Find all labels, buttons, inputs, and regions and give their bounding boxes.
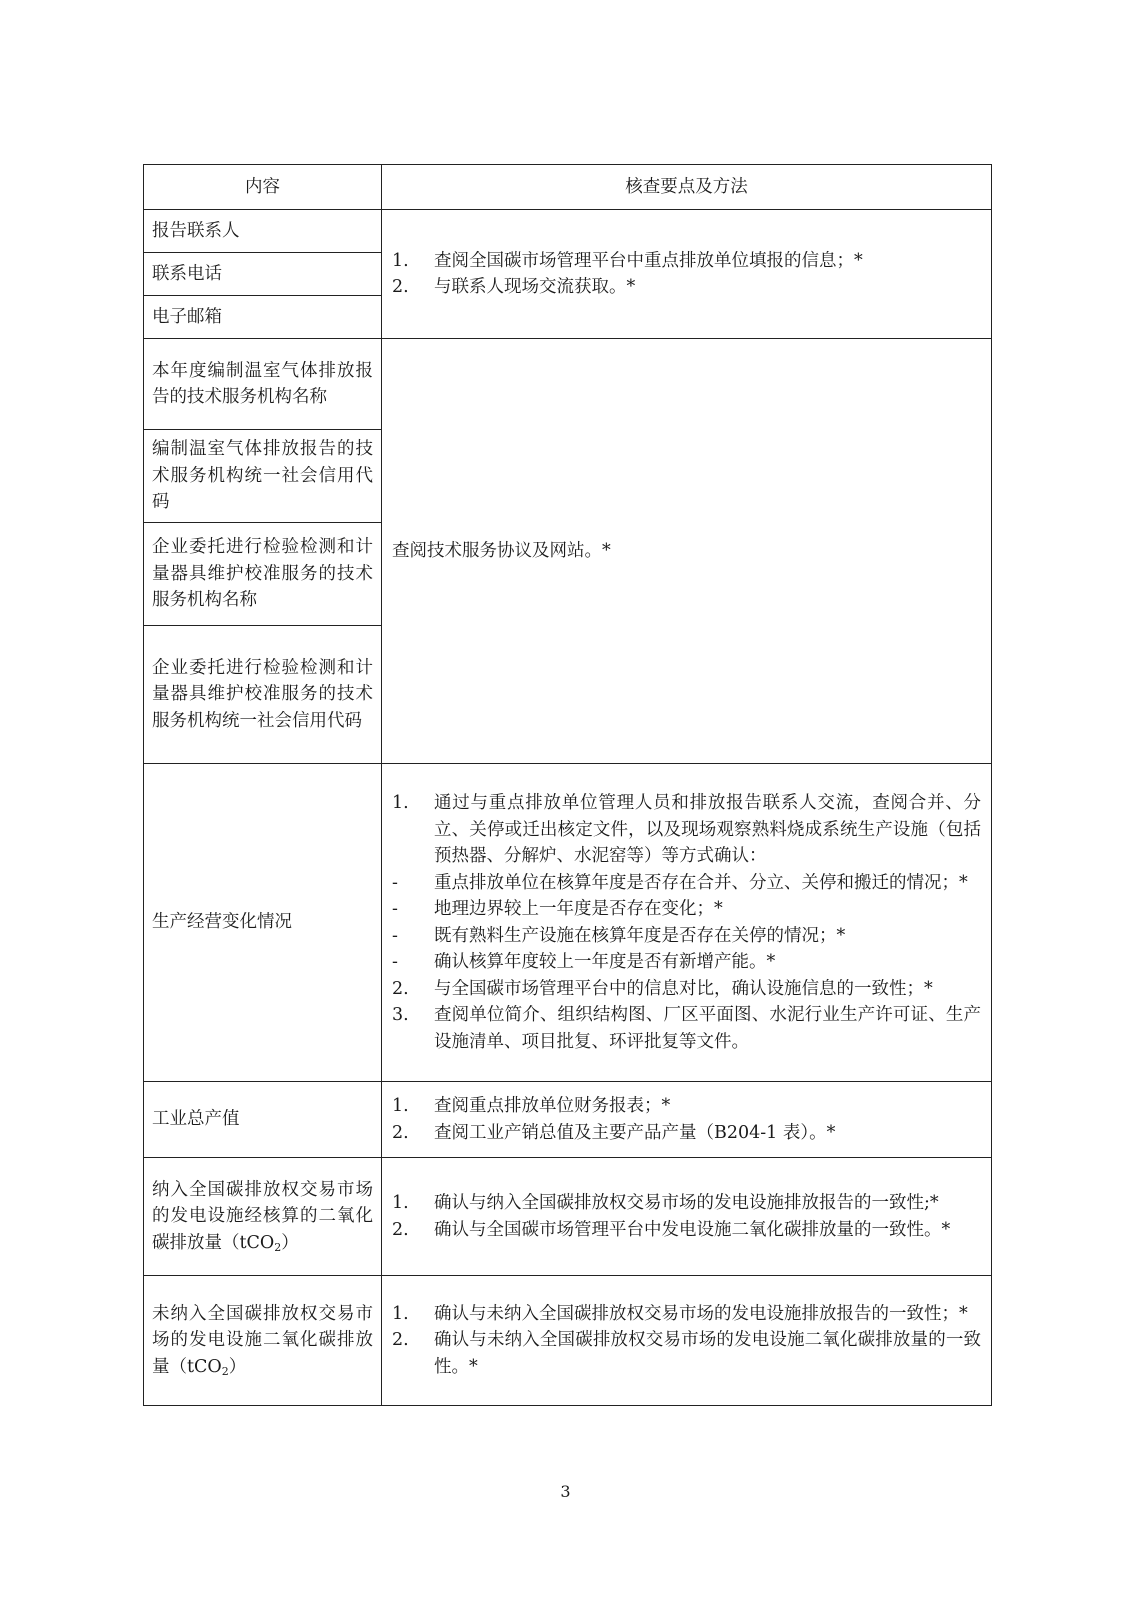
list-text: 查阅全国碳市场管理平台中重点排放单位填报的信息；*: [434, 250, 863, 271]
row-label-phone: 联系电话: [144, 253, 382, 296]
list-item: [392, 870, 981, 897]
excluded-power-method-cell: [382, 1276, 992, 1406]
table-row: [144, 210, 992, 253]
industrial-output-list: [392, 1093, 981, 1146]
production-change-list: [392, 790, 981, 1055]
list-marker: 2.: [392, 978, 409, 999]
list-text: 与联系人现场交流获取。*: [434, 277, 636, 297]
agency-method-cell: 查阅技术服务协议及网站。*: [382, 339, 992, 764]
included-power-list: [392, 1190, 981, 1243]
row-label-email: 电子邮箱: [144, 296, 382, 339]
list-item: [392, 1327, 981, 1380]
list-item: [392, 248, 981, 275]
row-label-included-power: [144, 1158, 382, 1276]
label-main: 纳入全国碳排放权交易市场的发电设施经核算的二氧化碳排放量: [152, 1179, 373, 1253]
list-marker: 1.: [392, 1096, 409, 1116]
list-text: 确认核算年度较上一年度是否有新增产能。*: [434, 952, 776, 972]
contact-method-cell: [382, 210, 992, 339]
row-label-industrial-output: 工业总产值: [144, 1082, 382, 1158]
list-item: [392, 1190, 981, 1217]
list-text: 查阅重点排放单位财务报表；*: [434, 1096, 671, 1116]
contact-method-list: [392, 248, 981, 301]
table-row: [144, 764, 992, 1082]
list-item: [392, 1301, 981, 1328]
label-unit: （tCO$_2$）: [222, 1232, 299, 1254]
list-item: [392, 1002, 981, 1055]
list-marker: 1.: [392, 1303, 409, 1324]
row-label-testing-agency-name: 企业委托进行检验检测和计量器具维护校准服务的技术服务机构名称: [144, 523, 382, 626]
list-item: [392, 949, 981, 976]
production-change-method-cell: [382, 764, 992, 1082]
list-marker: -: [392, 899, 398, 919]
list-text: 确认与未纳入全国碳排放权交易市场的发电设施排放报告的一致性；*: [434, 1303, 968, 1324]
table-header-row: [144, 165, 992, 210]
header-content: 内容: [144, 165, 382, 210]
list-text: 与全国碳市场管理平台中的信息对比，确认设施信息的一致性；*: [434, 978, 933, 999]
label-unit: （tCO$_2$）: [169, 1356, 247, 1378]
list-item: [392, 790, 981, 870]
list-marker: -: [392, 872, 398, 893]
list-marker: 2.: [392, 1330, 409, 1351]
table-row: [144, 1276, 992, 1406]
row-label-production-change: 生产经营变化情况: [144, 764, 382, 1082]
list-item: [392, 274, 981, 301]
list-marker: -: [392, 952, 398, 972]
list-text: 既有熟料生产设施在核算年度是否存在关停的情况；*: [434, 925, 846, 946]
excluded-power-list: [392, 1301, 981, 1381]
list-text: 查阅工业产销总值及主要产品产量（B204-1 表）。*: [434, 1122, 836, 1143]
row-label-report-agency-name: 本年度编制温室气体排放报告的技术服务机构名称: [144, 339, 382, 430]
list-text: 确认与全国碳市场管理平台中发电设施二氧化碳排放量的一致性。*: [434, 1219, 951, 1240]
page-number: 3: [560, 1482, 571, 1501]
header-method: 核查要点及方法: [382, 165, 992, 210]
industrial-output-method-cell: [382, 1082, 992, 1158]
row-label-testing-agency-code: 企业委托进行检验检测和计量器具维护校准服务的技术服务机构统一社会信用代码: [144, 626, 382, 764]
list-item: [392, 1120, 981, 1147]
verification-table: [143, 164, 992, 1406]
list-marker: 1.: [392, 1193, 409, 1213]
table-row: [144, 1158, 992, 1276]
label-main: 未纳入全国碳排放权交易市场的发电设施二氧化碳排放量: [152, 1303, 373, 1377]
list-text: 通过与重点排放单位管理人员和排放报告联系人交流，查阅合并、分立、关停或迁出核定文件，以及现场观察熟料烧成系统生产设施（包括预热器、分解炉、水泥窑等）等方式确认：: [434, 793, 981, 866]
list-text: 确认与纳入全国碳排放权交易市场的发电设施排放报告的一致性;*: [434, 1193, 939, 1213]
list-marker: 3.: [392, 1005, 409, 1025]
table-row: [144, 339, 992, 430]
list-item: [392, 923, 981, 950]
table-row: [144, 1082, 992, 1158]
list-text: 确认与未纳入全国碳排放权交易市场的发电设施二氧化碳排放量的一致性。*: [434, 1330, 981, 1377]
list-text: 重点排放单位在核算年度是否存在合并、分立、关停和搬迁的情况；*: [434, 872, 968, 893]
list-marker: -: [392, 925, 398, 946]
list-marker: 2.: [392, 277, 409, 297]
row-label-excluded-power: [144, 1276, 382, 1406]
row-label-contact-person: 报告联系人: [144, 210, 382, 253]
list-text: 查阅单位简介、组织结构图、厂区平面图、水泥行业生产许可证、生产设施清单、项目批复、环评批复等文件。: [434, 1005, 981, 1052]
list-marker: 2.: [392, 1219, 409, 1240]
included-power-method-cell: [382, 1158, 992, 1276]
list-item: [392, 896, 981, 923]
list-marker: 1.: [392, 793, 409, 813]
list-item: [392, 976, 981, 1003]
list-marker: 2.: [392, 1122, 409, 1143]
row-label-report-agency-code: 编制温室气体排放报告的技术服务机构统一社会信用代码: [144, 430, 382, 523]
list-item: [392, 1093, 981, 1120]
list-item: [392, 1217, 981, 1244]
list-marker: 1.: [392, 250, 409, 271]
list-text: 地理边界较上一年度是否存在变化；*: [434, 899, 723, 919]
